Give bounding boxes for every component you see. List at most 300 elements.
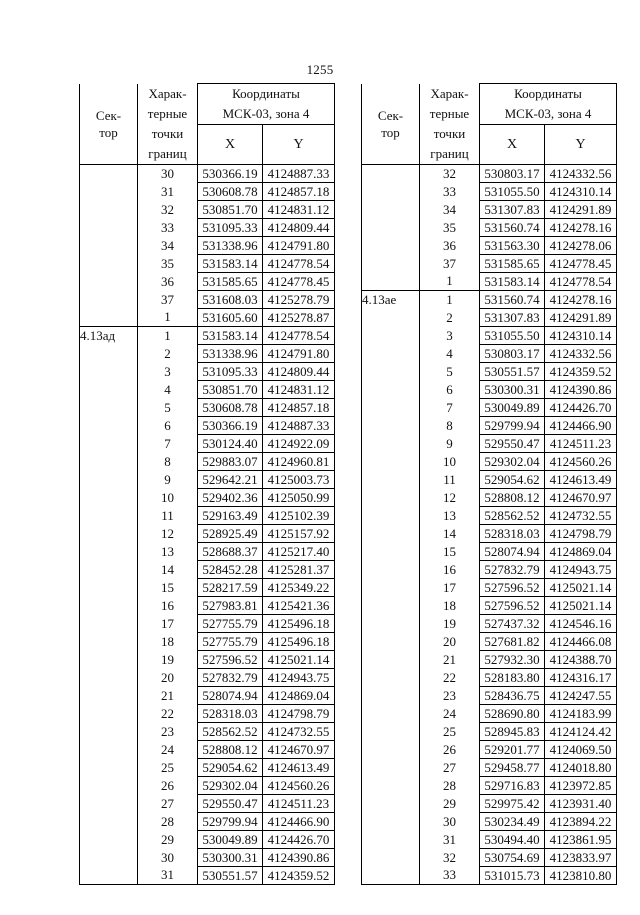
y-coordinate: 4124798.79 [263,704,335,722]
y-coordinate: 4124359.52 [263,866,335,884]
sector-cell [80,596,138,614]
sector-cell [362,416,420,434]
y-coordinate: 4124831.12 [263,200,335,218]
point-number: 24 [420,704,480,722]
x-coordinate: 529550.47 [198,794,263,812]
y-coordinate: 4124560.26 [263,776,335,794]
table-row [80,866,335,884]
x-coordinate: 529716.83 [480,776,545,794]
table-row [362,848,617,866]
table-row [362,794,617,812]
point-number: 1 [420,272,480,290]
x-coordinate: 531583.14 [198,254,263,272]
x-coordinate: 528808.12 [198,740,263,758]
x-coordinate: 530551.57 [480,362,545,380]
point-number: 12 [420,488,480,506]
sector-cell: 4.13ад [80,326,138,344]
x-coordinate: 529642.21 [198,470,263,488]
sector-cell [80,254,138,272]
sector-cell [362,668,420,686]
table-row [80,704,335,722]
sector-cell [362,452,420,470]
table-row [80,722,335,740]
x-coordinate: 527596.52 [198,650,263,668]
table-row [80,182,335,200]
y-coordinate: 4125102.39 [263,506,335,524]
y-coordinate: 4124732.55 [263,722,335,740]
table-row [80,398,335,416]
point-number: 5 [420,362,480,380]
coords-header: Координаты МСК-03, зона 4 [480,84,617,125]
point-number: 7 [420,398,480,416]
table-row [362,650,617,668]
point-number: 25 [138,758,198,776]
y-coordinate: 4125496.18 [263,614,335,632]
y-coordinate: 4124791.80 [263,344,335,362]
x-coordinate: 527596.52 [480,578,545,596]
sector-cell [362,758,420,776]
sector-cell [362,812,420,830]
y-coordinate: 4124809.44 [263,362,335,380]
y-coordinate: 4124778.54 [545,272,617,290]
y-coordinate: 4124390.86 [263,848,335,866]
table-row [362,578,617,596]
point-number: 34 [420,200,480,218]
point-number: 20 [420,632,480,650]
table-row [80,470,335,488]
table-row [80,290,335,308]
x-coordinate: 530803.17 [480,164,545,182]
sector-cell [80,524,138,542]
x-coordinate: 530049.89 [198,830,263,848]
table-row [80,200,335,218]
table-row [80,632,335,650]
table-row [80,776,335,794]
point-number: 1 [138,326,198,344]
point-number: 12 [138,524,198,542]
point-number: 32 [138,200,198,218]
point-number: 1 [138,308,198,326]
sector-cell [362,380,420,398]
sector-cell [362,470,420,488]
table-row [362,722,617,740]
x-coordinate: 527755.79 [198,614,263,632]
point-number: 22 [420,668,480,686]
table-row [80,218,335,236]
y-coordinate: 4124791.80 [263,236,335,254]
table-row [80,794,335,812]
point-number: 30 [420,812,480,830]
table-row [362,308,617,326]
y-coordinate: 4124291.89 [545,308,617,326]
y-coordinate: 4124278.16 [545,290,617,308]
x-coordinate: 531095.33 [198,218,263,236]
x-coordinate: 529163.49 [198,506,263,524]
y-coordinate: 4124778.45 [263,272,335,290]
sector-cell [362,326,420,344]
y-coordinate: 4124798.79 [545,524,617,542]
table-row [362,416,617,434]
sector-cell [80,614,138,632]
sector-cell [80,488,138,506]
coordinates-table-left [79,83,335,885]
sector-cell [80,416,138,434]
y-coordinate: 4124887.33 [263,416,335,434]
sector-cell [80,632,138,650]
table-row [362,182,617,200]
x-coordinate: 529054.62 [198,758,263,776]
point-number: 27 [420,758,480,776]
point-number: 23 [420,686,480,704]
sector-cell [80,866,138,884]
y-coordinate: 4124869.04 [263,686,335,704]
point-number: 35 [138,254,198,272]
point-number: 9 [138,470,198,488]
sector-cell [362,542,420,560]
table-row [80,560,335,578]
x-coordinate: 527983.81 [198,596,263,614]
point-number: 11 [138,506,198,524]
y-coordinate: 4124869.04 [545,542,617,560]
sector-cell [362,794,420,812]
x-coordinate: 530803.17 [480,344,545,362]
y-coordinate: 4124546.16 [545,614,617,632]
sector-cell [80,758,138,776]
table-row [80,452,335,470]
y-coordinate: 4124670.97 [545,488,617,506]
y-coordinate: 4124466.08 [545,632,617,650]
y-coordinate: 4125157.92 [263,524,335,542]
point-number: 18 [138,632,198,650]
table-row [362,344,617,362]
point-number: 6 [138,416,198,434]
point-number: 22 [138,704,198,722]
table-row [80,614,335,632]
y-coordinate: 4124291.89 [545,200,617,218]
x-coordinate: 531307.83 [480,200,545,218]
sector-cell [80,236,138,254]
y-coordinate: 4123894.22 [545,812,617,830]
sector-cell [80,182,138,200]
x-coordinate: 529883.07 [198,452,263,470]
sector-cell [362,344,420,362]
y-coordinate: 4124960.81 [263,452,335,470]
point-number: 6 [420,380,480,398]
sector-header: Сек- тор [80,84,138,165]
table-row [362,632,617,650]
sector-cell [362,614,420,632]
table-row [362,218,617,236]
table-row [362,290,617,308]
table-row [80,668,335,686]
y-coordinate: 4124332.56 [545,344,617,362]
table-row [362,452,617,470]
points-header: Харак- терные точки границ [138,84,198,165]
y-coordinate: 4125217.40 [263,542,335,560]
x-coordinate: 531605.60 [198,308,263,326]
sector-cell [362,578,420,596]
table-row [362,488,617,506]
table-row [80,308,335,326]
point-number: 35 [420,218,480,236]
x-coordinate: 530124.40 [198,434,263,452]
point-number: 7 [138,434,198,452]
table-row [80,380,335,398]
y-coordinate: 4124390.86 [545,380,617,398]
sector-cell [80,668,138,686]
table-row [362,866,617,884]
y-coordinate: 4124831.12 [263,380,335,398]
sector-cell [80,380,138,398]
point-number: 33 [420,182,480,200]
sector-cell [362,218,420,236]
point-number: 30 [138,164,198,182]
y-coordinate: 4125021.14 [263,650,335,668]
x-coordinate: 531338.96 [198,236,263,254]
x-coordinate: 530366.19 [198,164,263,182]
y-coordinate: 4124511.23 [263,794,335,812]
x-header: X [480,125,545,164]
table-row [80,362,335,380]
x-coordinate: 531095.33 [198,362,263,380]
y-coordinate: 4124466.90 [263,812,335,830]
point-number: 17 [138,614,198,632]
x-header: X [198,125,263,164]
point-number: 31 [138,182,198,200]
x-coordinate: 528074.94 [480,542,545,560]
y-header: Y [545,125,617,164]
point-number: 3 [420,326,480,344]
x-coordinate: 529054.62 [480,470,545,488]
table-row [80,344,335,362]
table-row [362,812,617,830]
point-number: 16 [138,596,198,614]
sector-cell [80,398,138,416]
point-number: 33 [420,866,480,884]
point-number: 24 [138,740,198,758]
y-coordinate: 4124809.44 [263,218,335,236]
y-coordinate: 4124426.70 [545,398,617,416]
y-coordinate: 4124887.33 [263,164,335,182]
y-coordinate: 4124018.80 [545,758,617,776]
point-number: 28 [420,776,480,794]
point-number: 29 [420,794,480,812]
y-coordinate: 4125421.36 [263,596,335,614]
y-coordinate: 4124778.54 [263,254,335,272]
table-row [80,416,335,434]
sector-cell [80,452,138,470]
x-coordinate: 530366.19 [198,416,263,434]
x-coordinate: 530300.31 [198,848,263,866]
page-number: 1255 [306,62,334,77]
sector-cell [362,650,420,668]
point-number: 25 [420,722,480,740]
table-row [80,848,335,866]
x-coordinate: 528562.52 [480,506,545,524]
table-row [362,704,617,722]
y-coordinate: 4124613.49 [263,758,335,776]
sector-cell [362,308,420,326]
x-coordinate: 530608.78 [198,182,263,200]
x-coordinate: 529302.04 [480,452,545,470]
x-coordinate: 530851.70 [198,380,263,398]
table-row [362,200,617,218]
y-coordinate: 4125021.14 [545,596,617,614]
y-coordinate: 4124857.18 [263,398,335,416]
point-number: 19 [420,614,480,632]
sector-cell [362,236,420,254]
x-coordinate: 528074.94 [198,686,263,704]
x-coordinate: 531055.50 [480,326,545,344]
sector-cell [80,722,138,740]
x-coordinate: 531563.30 [480,236,545,254]
sector-cell [362,830,420,848]
x-coordinate: 529201.77 [480,740,545,758]
sector-cell [80,164,138,182]
x-coordinate: 530608.78 [198,398,263,416]
y-header: Y [263,125,335,164]
sector-cell [80,848,138,866]
y-coordinate: 4124778.45 [545,254,617,272]
sector-cell [362,488,420,506]
x-coordinate: 531585.65 [480,254,545,272]
x-coordinate: 531608.03 [198,290,263,308]
x-coordinate: 528562.52 [198,722,263,740]
point-number: 1 [420,290,480,308]
sector-cell [362,848,420,866]
sector-cell [80,272,138,290]
point-number: 27 [138,794,198,812]
point-number: 9 [420,434,480,452]
y-coordinate: 4124426.70 [263,830,335,848]
x-coordinate: 528688.37 [198,542,263,560]
sector-cell [80,200,138,218]
table-row [362,236,617,254]
point-number: 29 [138,830,198,848]
sector-cell [362,434,420,452]
table-row [362,614,617,632]
y-coordinate: 4125496.18 [263,632,335,650]
table-row [80,578,335,596]
y-coordinate: 4123810.80 [545,866,617,884]
sector-cell [80,344,138,362]
point-number: 13 [420,506,480,524]
y-coordinate: 4124732.55 [545,506,617,524]
sector-cell [80,434,138,452]
table-row [362,560,617,578]
table-row [80,740,335,758]
point-number: 34 [138,236,198,254]
point-number: 11 [420,470,480,488]
y-coordinate: 4124511.23 [545,434,617,452]
sector-cell [80,740,138,758]
sector-cell [362,686,420,704]
table-row [362,596,617,614]
sector-cell [362,704,420,722]
table-row [80,236,335,254]
table-row [80,524,335,542]
point-number: 37 [138,290,198,308]
y-coordinate: 4125278.87 [263,308,335,326]
x-coordinate: 530551.57 [198,866,263,884]
sector-cell [362,560,420,578]
y-coordinate: 4124943.75 [263,668,335,686]
sector-cell [80,506,138,524]
x-coordinate: 527832.79 [480,560,545,578]
point-number: 30 [138,848,198,866]
sector-cell [362,182,420,200]
y-coordinate: 4124943.75 [545,560,617,578]
sector-cell [362,272,420,290]
x-coordinate: 528925.49 [198,524,263,542]
sector-cell [80,470,138,488]
table-row [80,434,335,452]
point-number: 16 [420,560,480,578]
y-coordinate: 4124388.70 [545,650,617,668]
sector-cell [362,632,420,650]
y-coordinate: 4123833.97 [545,848,617,866]
y-coordinate: 4125003.73 [263,470,335,488]
y-coordinate: 4124183.99 [545,704,617,722]
table-row [80,326,335,344]
x-coordinate: 531583.14 [198,326,263,344]
sector-cell [362,524,420,542]
sector-cell [362,740,420,758]
table-row [80,488,335,506]
point-number: 3 [138,362,198,380]
table-row [362,686,617,704]
table-row [362,434,617,452]
x-coordinate: 528690.80 [480,704,545,722]
x-coordinate: 529975.42 [480,794,545,812]
x-coordinate: 530234.49 [480,812,545,830]
sector-cell [80,794,138,812]
sector-cell [80,650,138,668]
point-number: 21 [420,650,480,668]
x-coordinate: 528808.12 [480,488,545,506]
sector-cell [362,776,420,794]
sector-cell [362,200,420,218]
y-coordinate: 4125349.22 [263,578,335,596]
table-row [80,542,335,560]
point-number: 23 [138,722,198,740]
table-row [362,740,617,758]
point-number: 28 [138,812,198,830]
table-row [80,506,335,524]
x-coordinate: 527832.79 [198,668,263,686]
table-row [362,362,617,380]
table-row [80,830,335,848]
table-row [362,776,617,794]
y-coordinate: 4124247.55 [545,686,617,704]
point-number: 10 [138,488,198,506]
y-coordinate: 4125021.14 [545,578,617,596]
table-row [362,380,617,398]
sector-cell [80,578,138,596]
coords-header: Координаты МСК-03, зона 4 [198,84,335,125]
table-row [362,524,617,542]
point-number: 8 [420,416,480,434]
x-coordinate: 528436.75 [480,686,545,704]
point-number: 26 [138,776,198,794]
x-coordinate: 531585.65 [198,272,263,290]
point-number: 33 [138,218,198,236]
table-row [362,830,617,848]
x-coordinate: 529550.47 [480,434,545,452]
x-coordinate: 528318.03 [480,524,545,542]
x-coordinate: 528217.59 [198,578,263,596]
y-coordinate: 4124359.52 [545,362,617,380]
